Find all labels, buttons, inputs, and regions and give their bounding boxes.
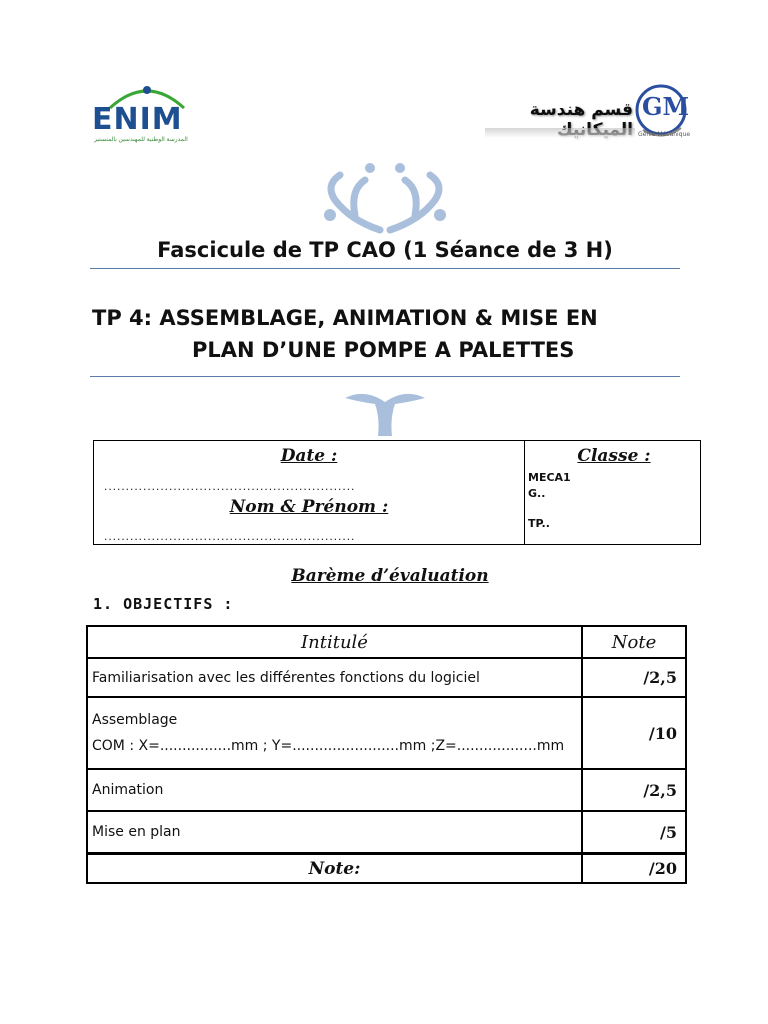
table-row — [87, 769, 686, 811]
department-logo — [485, 80, 690, 150]
criterion-note: /10 — [582, 697, 686, 769]
ornament-icon — [340, 388, 430, 438]
enim-logo-text: ENIM — [92, 102, 183, 137]
table-row — [87, 658, 686, 697]
com-coordinates-field[interactable]: COM : X=................mm ; Y=........................mm ;Z=..................mm — [92, 738, 565, 754]
table-row — [87, 811, 686, 854]
student-info-box — [93, 440, 701, 545]
document-subtitle: Fascicule de TP CAO (1 Séance de 3 H) — [157, 238, 613, 262]
table-total-row — [87, 854, 686, 884]
criterion-label: Assemblage — [92, 712, 178, 728]
objectives-heading: 1. OBJECTIFS : — [93, 595, 234, 613]
gm-logo-subtext: Génie Mécanique — [638, 131, 690, 138]
evaluation-scale-title: Barème d’évaluation — [291, 566, 489, 586]
total-value: /20 — [582, 854, 686, 884]
column-header-note: Note — [582, 626, 686, 658]
name-label: Nom & Prénom : — [229, 497, 389, 517]
enim-logo-subtext: المدرسة الوطنية للمهندسين بالمنستير — [94, 137, 188, 143]
class-value: MECA1 — [528, 471, 571, 484]
criterion-note: /2,5 — [582, 769, 686, 811]
divider — [90, 376, 680, 377]
logo-shadow — [485, 128, 635, 138]
date-label: Date : — [280, 446, 338, 466]
table-row — [87, 697, 686, 769]
criterion-note: /5 — [582, 811, 686, 854]
criterion-note: /2,5 — [582, 658, 686, 697]
tp-title-line-2: PLAN D’UNE POMPE A PALETTES — [192, 338, 575, 362]
gm-logo-text: GM — [642, 92, 690, 121]
group-field[interactable]: G.. — [528, 487, 546, 500]
tp-title-line-1: TP 4: ASSEMBLAGE, ANIMATION & MISE EN — [92, 306, 598, 330]
criterion-cell — [87, 697, 582, 769]
class-label: Classe : — [577, 446, 651, 466]
enim-logo — [92, 80, 202, 146]
tp-field[interactable]: TP.. — [528, 517, 550, 530]
criterion-label: Mise en plan — [87, 811, 582, 854]
gm-logo-icon — [635, 80, 690, 140]
criterion-label: Animation — [87, 769, 582, 811]
divider — [90, 268, 680, 269]
department-arabic-name: قسم هندسة — [529, 100, 633, 120]
student-identity-section — [94, 441, 525, 544]
name-field[interactable]: .......................................................... — [104, 529, 356, 543]
floral-ornament-icon — [310, 160, 460, 235]
column-header-title: Intitulé — [87, 626, 582, 658]
grading-table — [86, 625, 687, 884]
total-label: Note: — [87, 854, 582, 884]
table-header-row — [87, 626, 686, 658]
date-field[interactable]: .......................................................... — [104, 479, 356, 493]
criterion-label: Familiarisation avec les différentes fonctions du logiciel — [87, 658, 582, 697]
